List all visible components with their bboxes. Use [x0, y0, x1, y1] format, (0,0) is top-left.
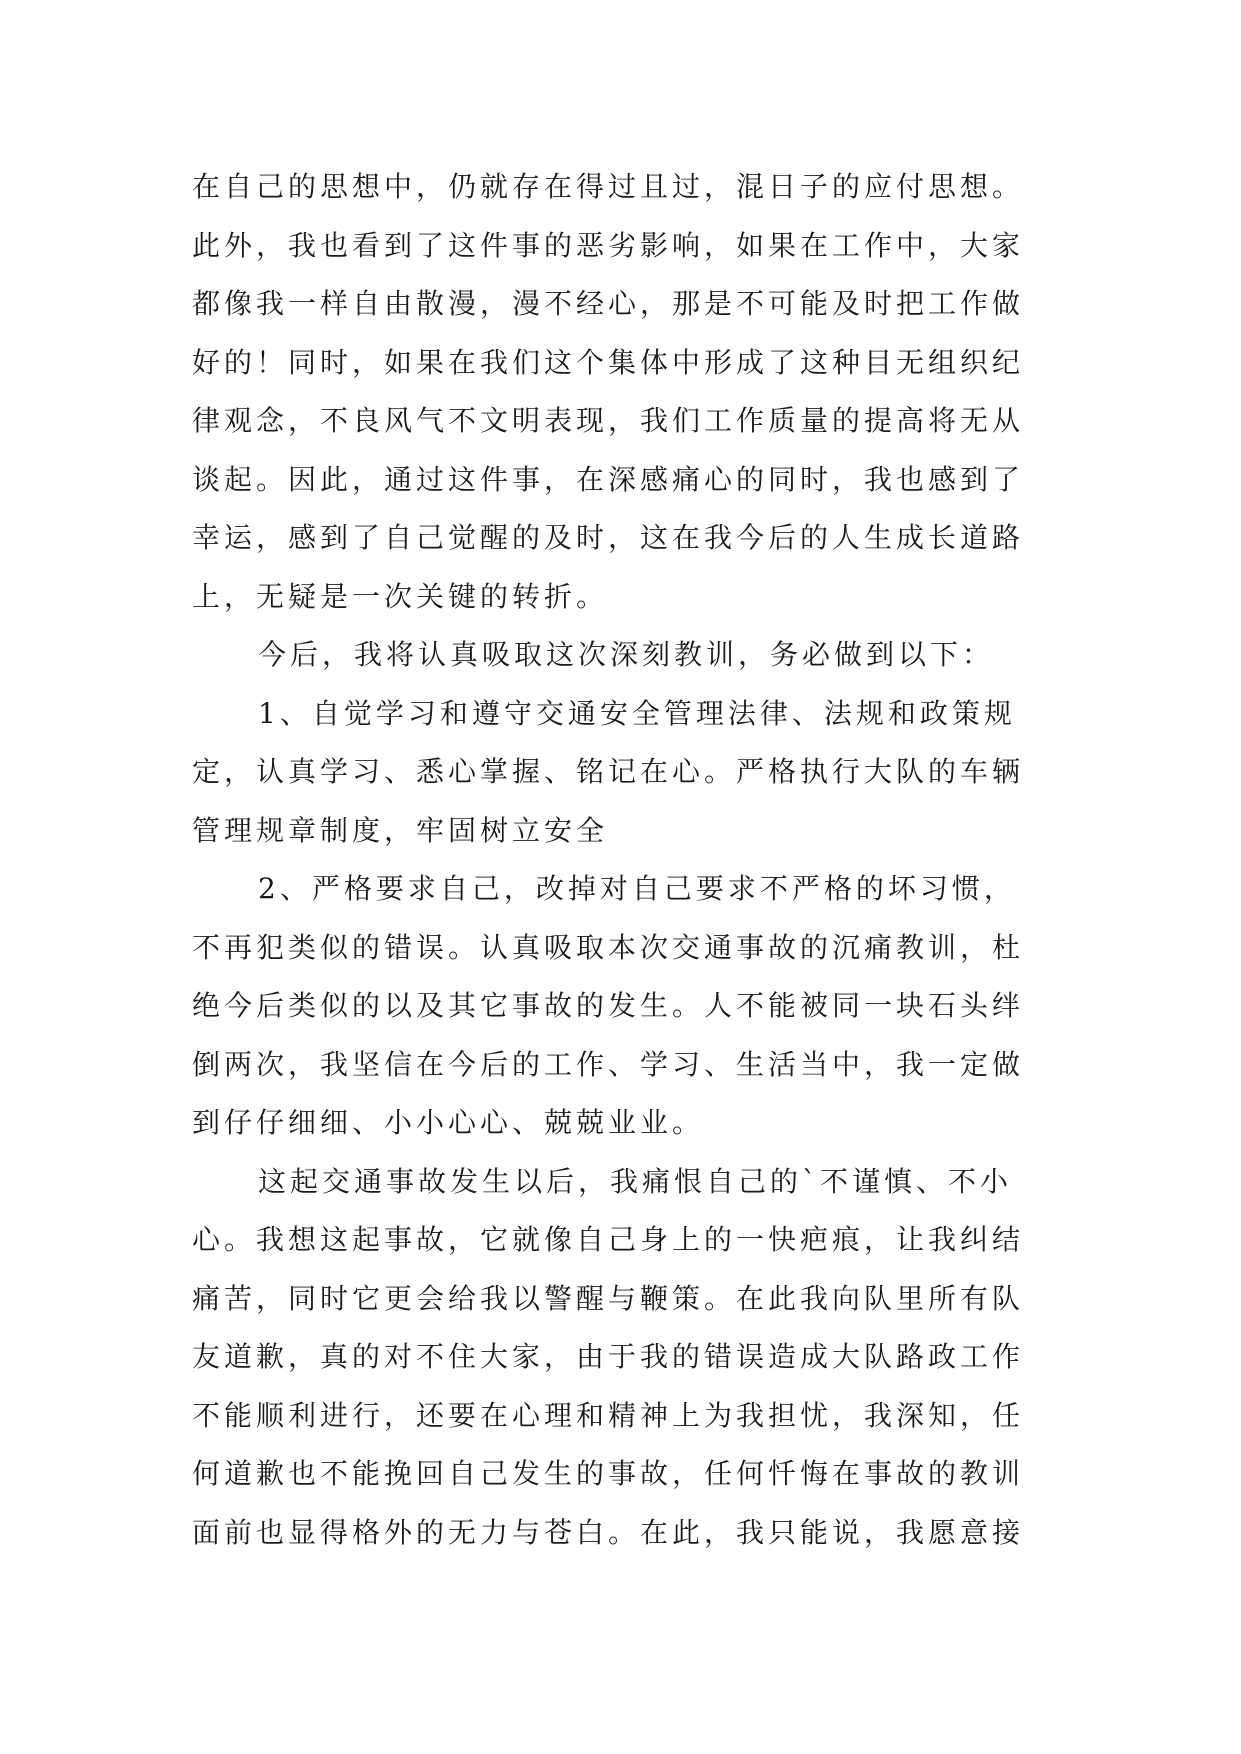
text-line: 绝今后类似的以及其它事故的发生。人不能被同一块石头绊	[192, 989, 1025, 1022]
text-line: 不再犯类似的错误。认真吸取本次交通事故的沉痛教训，杜	[192, 930, 1025, 964]
text-line: 2、严格要求自己，改掉对自己要求不严格的坏习惯，	[258, 872, 1016, 905]
text-line: 面前也显得格外的无力与苍白。在此，我只能说，我愿意接	[192, 1515, 1025, 1549]
text-line: 今后，我将认真吸取这次深刻教训，务必做到以下：	[258, 638, 995, 671]
text-line: 律观念，不良风气不文明表现，我们工作质量的提高将无从	[192, 404, 1025, 437]
text-line: 友道歉，真的对不住大家，由于我的错误造成大队路政工作	[192, 1340, 1025, 1373]
text-line: 何道歉也不能挽回自己发生的事故，任何忏悔在事故的教训	[192, 1457, 1025, 1490]
text-line: 在自己的思想中，仍就存在得过且过，混日子的应付思想。	[192, 170, 1025, 203]
text-line: 谈起。因此，通过这件事，在深感痛心的同时，我也感到了	[192, 462, 1025, 496]
text-line: 定，认真学习、悉心掌握、铭记在心。严格执行大队的车辆	[192, 755, 1025, 788]
text-line: 幸运，感到了自己觉醒的及时，这在我今后的人生成长道路	[192, 521, 1025, 554]
text-line: 不能顺利进行，还要在心理和精神上为我担忧，我深知，任	[192, 1398, 1025, 1432]
text-line: 到仔仔细细、小小心心、兢兢业业。	[192, 1106, 705, 1139]
text-line: 痛苦，同时它更会给我以警醒与鞭策。在此我向队里所有队	[192, 1281, 1025, 1315]
text-line: 倒两次，我坚信在今后的工作、学习、生活当中，我一定做	[192, 1047, 1025, 1081]
text-line: 管理规章制度，牢固树立安全	[192, 813, 609, 847]
text-line: 1、自觉学习和遵守交通安全管理法律、法规和政策规	[258, 696, 1016, 730]
text-line: 上，无疑是一次关键的转折。	[192, 579, 609, 613]
text-line: 心。我想这起事故，它就像自己身上的一快疤痕，让我纠结	[192, 1223, 1025, 1256]
text-line: 都像我一样自由散漫，漫不经心，那是不可能及时把工作做	[192, 287, 1025, 320]
text-line: 这起交通事故发生以后，我痛恨自己的`不谨慎、不小	[258, 1164, 1013, 1198]
text-line: 此外，我也看到了这件事的恶劣影响，如果在工作中，大家	[192, 228, 1025, 262]
body-text	[192, 158, 1072, 1562]
text-line: 好的！同时，如果在我们这个集体中形成了这种目无组织纪	[192, 345, 1025, 379]
